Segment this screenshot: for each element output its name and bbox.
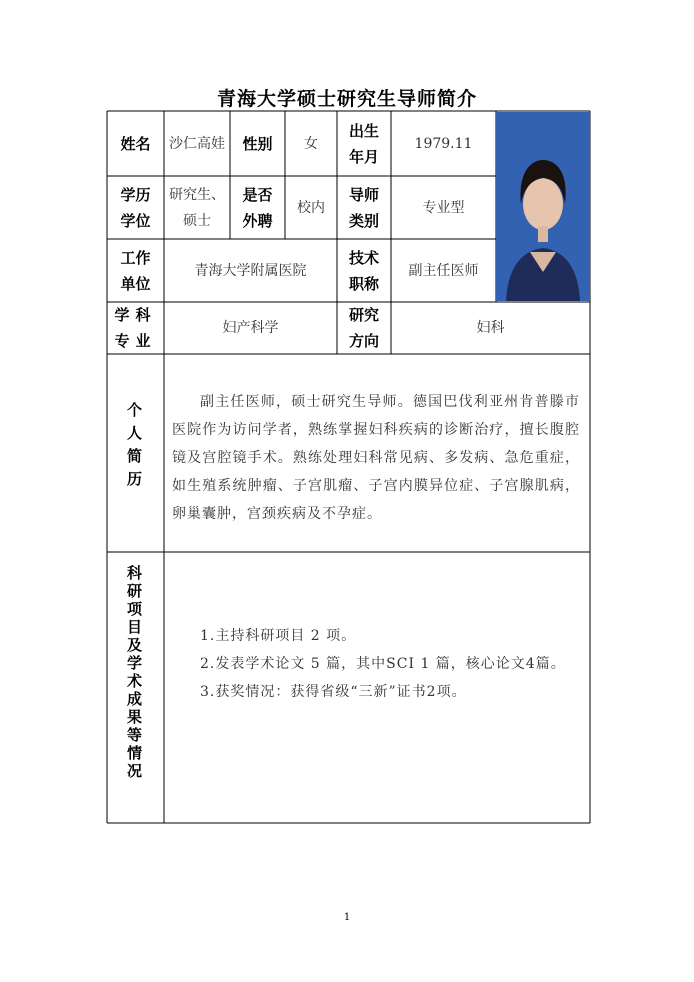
- gender-label: 性别: [242, 134, 273, 153]
- name-label: 姓名: [120, 134, 151, 153]
- bio-text: 副主任医师，硕士研究生导师。德国巴伐利亚州肯普滕市医院作为访问学者，熟练掌握妇科疾病的诊断治疗，擅长腹腔镜及宫腔镜手术。熟练处理妇科常见病、多发病、急危重症，如生殖系统肿瘤、子宫肌瘤、子宫内膜异位症、子宫腺肌病，卵巢囊肿，宫颈疾病及不孕症。: [172, 394, 580, 522]
- research-direction-value: 妇科: [476, 320, 505, 336]
- education-label: 学历学位: [120, 185, 151, 230]
- achievement-item: 2.发表学术论文 5 篇，其中SCI 1 篇，核心论文4篇。: [200, 656, 566, 672]
- workplace-label: 工作单位: [120, 248, 151, 293]
- education-value: 研究生、硕士: [169, 186, 225, 229]
- achievements-list: [172, 622, 580, 706]
- achievement-item: 1.主持科研项目 2 项。: [200, 628, 357, 644]
- supervisor-type-value: 专业型: [422, 199, 465, 216]
- birth-label: 出生年月: [348, 121, 379, 166]
- external-value: 校内: [297, 199, 325, 216]
- research-direction-label: 研究方向: [348, 306, 379, 350]
- external-label: 是否外聘: [242, 185, 273, 230]
- achievement-item: 3.获奖情况：获得省级“三新”证书2项。: [200, 684, 467, 700]
- professional-title-value: 副主任医师: [408, 262, 479, 279]
- workplace-value: 青海大学附属医院: [194, 262, 307, 279]
- document-title: 青海大学硕士研究生导师简介: [216, 88, 477, 110]
- professional-title-label: 技术职称: [348, 248, 379, 293]
- gender-value: 女: [304, 135, 318, 152]
- achievements-label: 科研项目及学术成果等情况: [125, 565, 143, 781]
- name-value: 沙仁高娃: [169, 135, 225, 152]
- supervisor-photo: [496, 112, 590, 301]
- discipline-label: 学科专业: [114, 306, 157, 350]
- supervisor-type-label: 导师类别: [348, 185, 379, 230]
- birth-value: 1979.11: [414, 135, 473, 152]
- discipline-value: 妇产科学: [222, 320, 279, 336]
- bio-label: 个人简历: [125, 402, 143, 494]
- page-number: 1: [343, 912, 351, 923]
